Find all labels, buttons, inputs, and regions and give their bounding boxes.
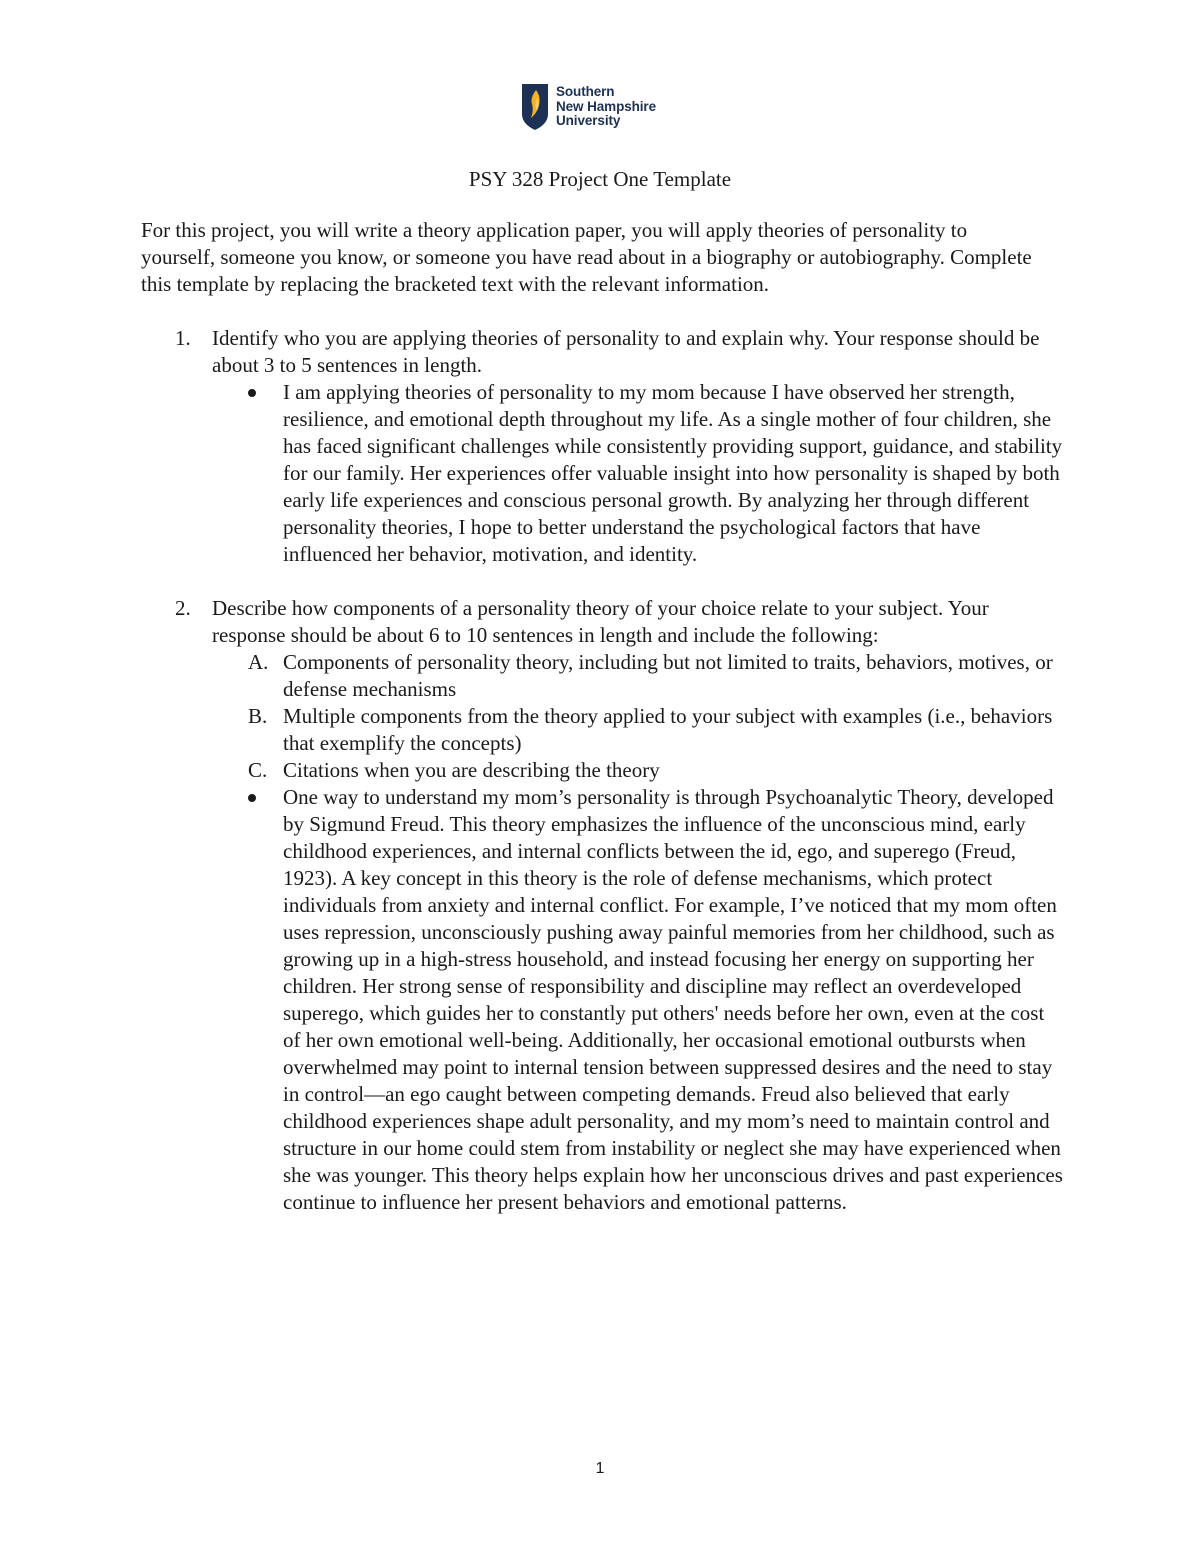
answer-text: One way to understand my mom’s personality is through Psychoanalytic Theory, developed by Sigmund Freud. This theory emphasizes the influence of the unconscious mind, early childhood experiences, and internal conflicts between the id, ego, and superego (Freud, 1923). A key concept in this theory is the role of defense mechanisms, which protect individuals from anxiety and internal conflict. For example, I’ve noticed that my mom often uses repression, unconsciously pushing away painful memories from her childhood, such as growing up in a high-stress household, and instead focusing her energy on supporting her children. Her strong sense of responsibility and discipline may reflect an overdeveloped superego, which guides her to constantly put others' needs before her own, even at the cost of her own emotional well-being. Additionally, her occasional emotional outbursts when overwhelmed may point to internal tension between suppressed desires and the need to stay in control—an ego caught between competing demands. Freud also believed that early childhood experiences shape adult personality, and my mom’s need to maintain control and structure in our home could stem from instability or neglect she may have experienced when she was younger. This theory helps explain how her unconscious drives and past experiences continue to influence her present behaviors and emotional patterns. [283, 785, 1063, 1214]
list-item-text: Components of personality theory, including but not limited to traits, behaviors, motives, or defense mechanisms [283, 650, 1053, 701]
list-marker: A. [248, 650, 269, 674]
logo-line-2: New Hampshire [556, 98, 656, 114]
question-prompt: Describe how components of a personality theory of your choice relate to your subject. Your response should be about 6 to 10 sentences in length and include the following: [212, 596, 989, 647]
answer-text: I am applying theories of personality to my mom because I have observed her strength, resilience, and emotional depth throughout my life. As a single mother of four children, she has faced significant challenges while consistently providing support, guidance, and stability for our family. Her experiences offer valuable insight into how personality is shaped by both early life experiences and conscious personal growth. By analyzing her through different personality theories, I hope to better understand the psychological factors that have influenced her behavior, motivation, and identity. [283, 380, 1063, 566]
logo-line-3: University [556, 113, 621, 129]
question-2 [175, 595, 1061, 1216]
question-number: 1. [175, 326, 191, 350]
document-title: PSY 328 Project One Template [468, 167, 732, 191]
question-number: 2. [175, 596, 191, 620]
answer-bullet [212, 784, 1063, 1216]
list-item-text: Multiple components from the theory applied to your subject with examples (i.e., behaviors that exemplify the concepts) [283, 704, 1053, 755]
list-item [212, 703, 1063, 757]
logo-line-1: Southern [556, 84, 615, 100]
shield-flame-icon [522, 84, 548, 130]
list-marker: C. [248, 758, 268, 782]
list-item [212, 649, 1063, 703]
logo-wordmark [556, 85, 656, 129]
answer-bullet [212, 379, 1063, 568]
question-prompt: Identify who you are applying theories of personality to and explain why. Your response should be about 3 to 5 sentences in length. [212, 326, 1040, 377]
list-item [212, 757, 1063, 784]
question-1 [175, 325, 1061, 568]
snhu-logo [522, 84, 656, 130]
document-body [141, 217, 1061, 1216]
list-item-text: Citations when you are describing the theory [283, 758, 660, 782]
bullet-dot-icon [212, 784, 283, 1216]
intro-paragraph: For this project, you will write a theory application paper, you will apply theories of personality to yourself, someone you know, or someone you have read about in a biography or autobiography. Complete this template by replacing the bracketed text with the relevant information. [141, 218, 1032, 296]
page-number: 1 [595, 1460, 605, 1477]
list-marker: B. [248, 704, 268, 728]
bullet-dot-icon [212, 379, 283, 568]
